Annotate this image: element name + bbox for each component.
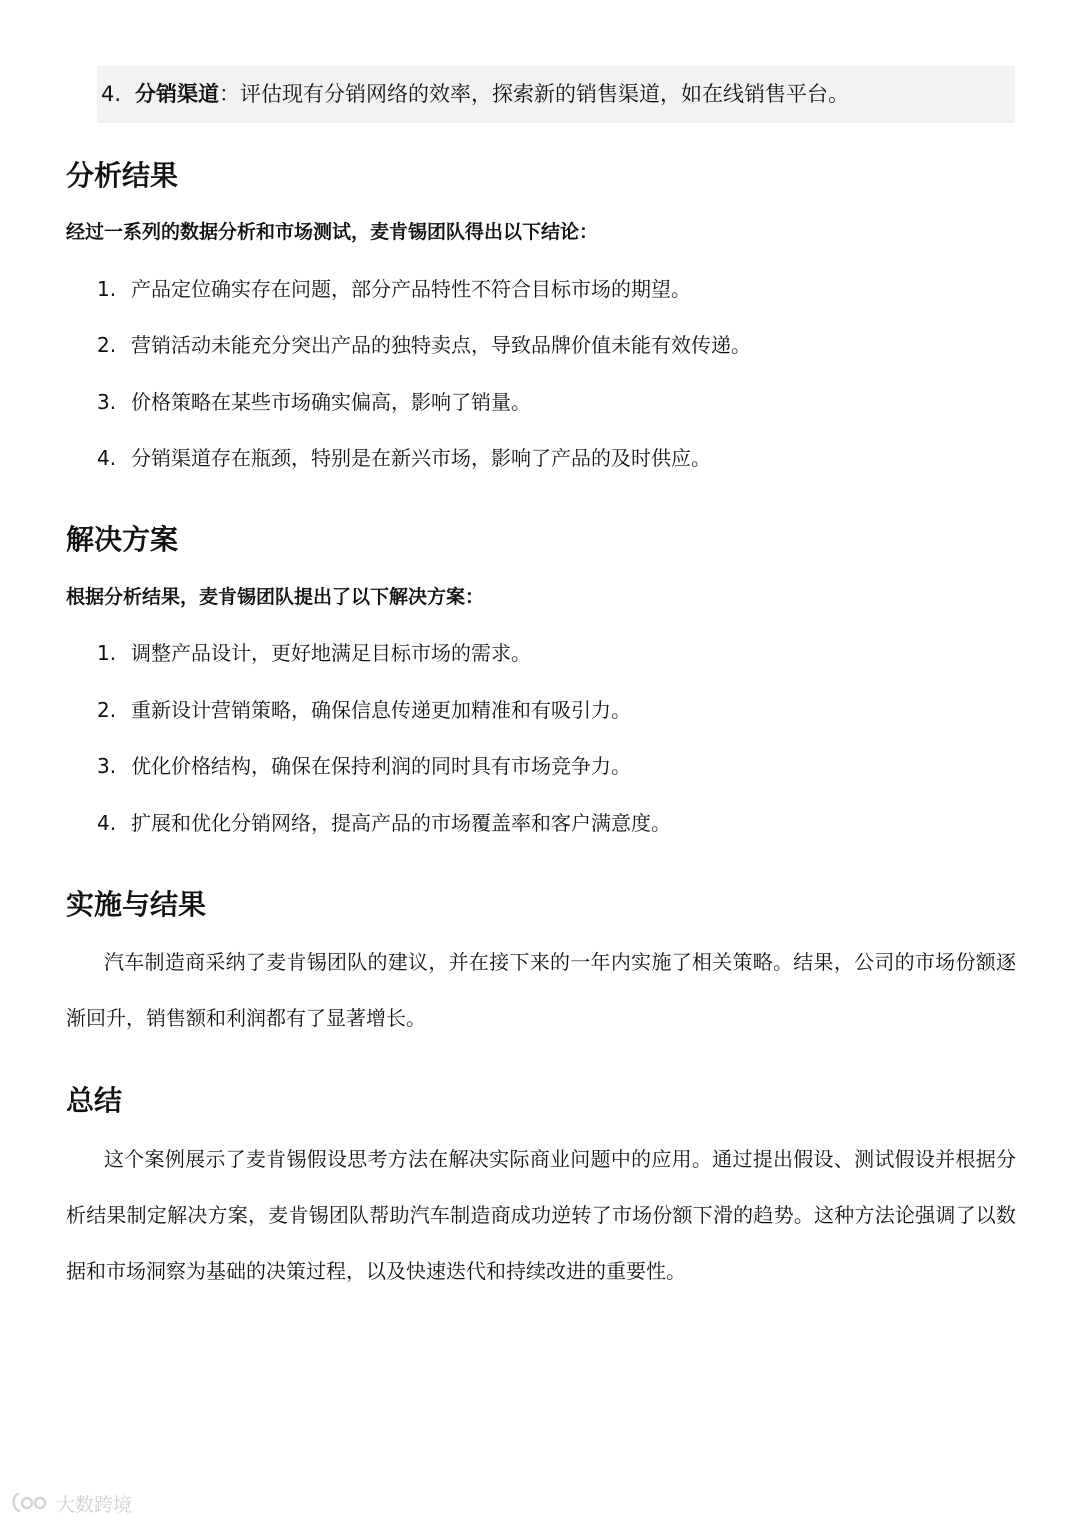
list-number: 1. xyxy=(97,641,117,665)
solution-lead: 根据分析结果，麦肯锡团队提出了以下解决方案： xyxy=(66,586,485,608)
analysis-item-3 xyxy=(97,386,531,418)
list-number: 2. xyxy=(97,333,117,357)
summary-paragraph: 这个案例展示了麦肯锡假设思考方法在解决实际商业问题中的应用。通过提出假设、测试假设并根据分析结果制定解决方案，麦肯锡团队帮助汽车制造商成功逆转了市场份额下滑的趋势。这种方法论强调了以数据和市场洞察为基础的决策过程，以及快速迭代和持续改进的重要性。 xyxy=(66,1147,1016,1283)
list-number: 3. xyxy=(97,390,117,414)
solution-item-4 xyxy=(97,807,671,839)
list-item-text: 调整产品设计，更好地满足目标市场的需求。 xyxy=(131,641,531,665)
analysis-item-4 xyxy=(97,442,711,474)
brand-logo-icon xyxy=(10,1490,50,1516)
implementation-paragraph: 汽车制造商采纳了麦肯锡团队的建议，并在接下来的一年内实施了相关策略。结果，公司的市场份额逐渐回升，销售额和利润都有了显著增长。 xyxy=(66,950,1016,1030)
implementation-heading: 实施与结果 xyxy=(66,888,207,921)
list-number: 4. xyxy=(97,811,117,835)
list-item-text: 营销活动未能充分突出产品的独特卖点，导致品牌价值未能有效传递。 xyxy=(131,333,751,357)
analysis-lead: 经过一系列的数据分析和市场测试，麦肯锡团队得出以下结论： xyxy=(66,221,599,243)
list-item-text: 产品定位确实存在问题，部分产品特性不符合目标市场的期望。 xyxy=(131,277,691,301)
list-item-text: 重新设计营销策略，确保信息传递更加精准和有吸引力。 xyxy=(131,698,631,722)
watermark-text: 大数跨境 xyxy=(56,1493,133,1516)
analysis-item-1 xyxy=(97,273,691,305)
analysis-item-2 xyxy=(97,329,751,361)
summary-heading: 总结 xyxy=(66,1084,123,1117)
list-item-text: 优化价格结构，确保在保持利润的同时具有市场竞争力。 xyxy=(131,754,631,778)
solution-heading: 解决方案 xyxy=(66,523,179,556)
list-item-text: 价格策略在某些市场确实偏高，影响了销量。 xyxy=(131,390,531,414)
watermark xyxy=(10,1488,132,1518)
solution-item-1 xyxy=(97,637,531,669)
list-item-text: 分销渠道存在瓶颈，特别是在新兴市场，影响了产品的及时供应。 xyxy=(131,446,711,470)
solution-item-2 xyxy=(97,694,631,726)
list-item-title: 分销渠道 xyxy=(135,82,219,106)
list-number: 4. xyxy=(97,446,117,470)
solution-item-3 xyxy=(97,750,631,782)
list-number: 4. xyxy=(101,82,122,106)
analysis-heading: 分析结果 xyxy=(66,159,179,192)
list-number: 3. xyxy=(97,754,117,778)
list-number: 1. xyxy=(97,277,117,301)
list-item-text: ：评估现有分销网络的效率，探索新的销售渠道，如在线销售平台。 xyxy=(219,82,849,106)
list-number: 2. xyxy=(97,698,117,722)
distribution-channel-item xyxy=(97,66,1015,123)
list-item-text: 扩展和优化分销网络，提高产品的市场覆盖率和客户满意度。 xyxy=(131,811,671,835)
